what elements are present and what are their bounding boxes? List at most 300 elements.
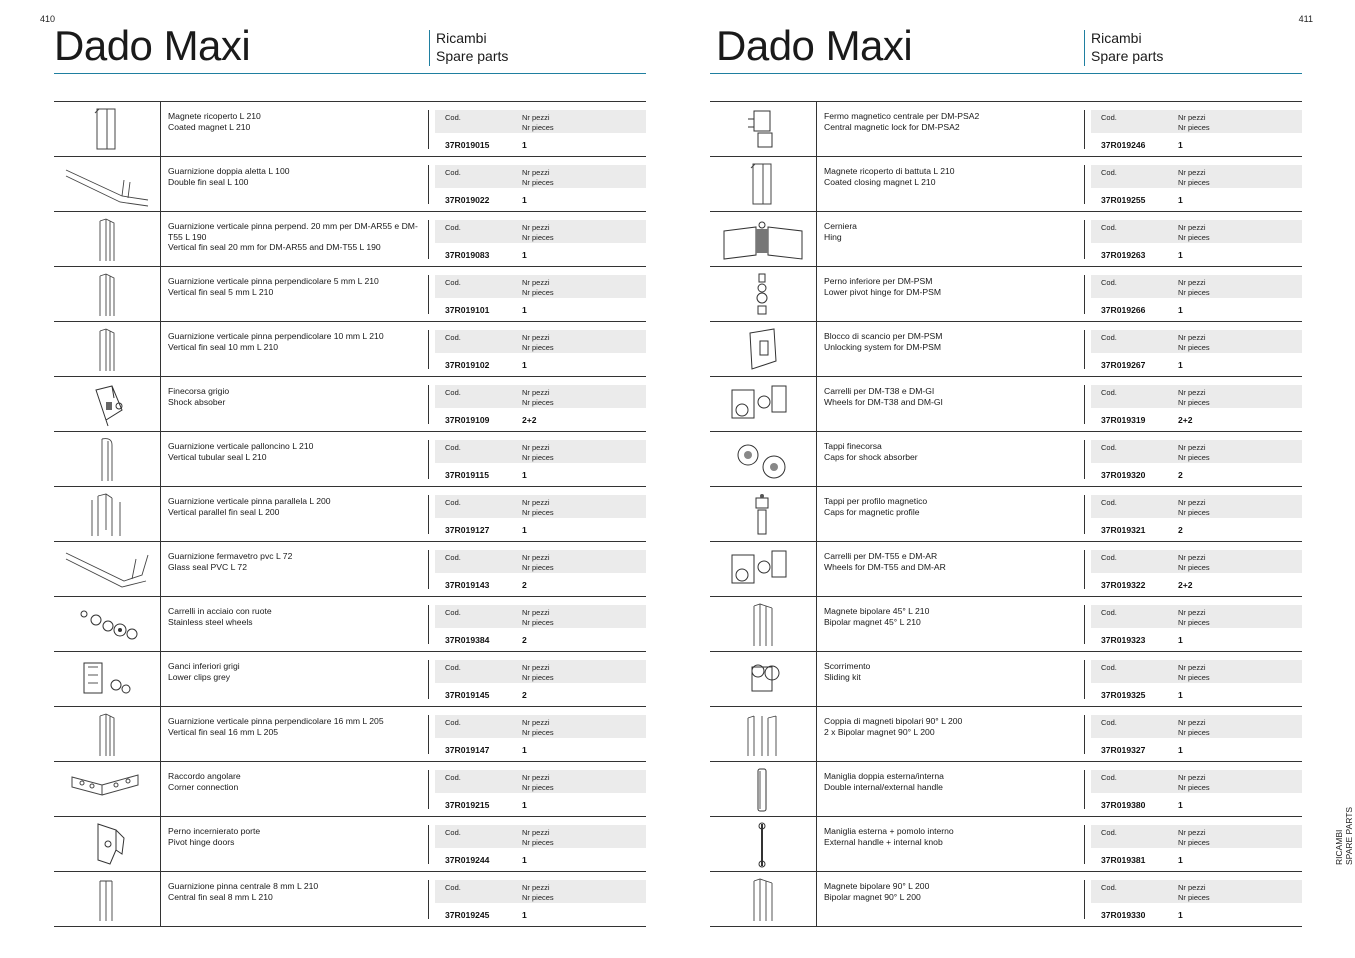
double-handle-icon [718, 765, 808, 813]
part-quantity: 1 [522, 195, 527, 205]
part-code: 37R019109 [445, 415, 490, 425]
part-quantity: 1 [522, 910, 527, 920]
column-divider [428, 550, 429, 589]
nr-pieces-label: Nr pieces [522, 232, 554, 242]
code-header [435, 495, 646, 518]
code-header [1091, 715, 1302, 738]
nr-pezzi-label: Nr pezzi [1178, 718, 1206, 727]
quantity-label [1178, 718, 1210, 737]
column-divider [428, 495, 429, 534]
part-description [168, 826, 424, 847]
part-code: 37R019323 [1101, 635, 1146, 645]
part-description [824, 331, 1080, 352]
nr-pieces-label: Nr pieces [1178, 177, 1210, 187]
quantity-label [522, 553, 554, 572]
nr-pieces-label: Nr pieces [522, 122, 554, 132]
quantity-label [1178, 388, 1210, 407]
nr-pezzi-label: Nr pezzi [522, 883, 550, 892]
quantity-label [1178, 663, 1210, 682]
part-image [710, 102, 817, 156]
part-row [710, 157, 1302, 212]
code-header [1091, 440, 1302, 463]
cod-label: Cod. [1101, 828, 1117, 837]
quantity-label [522, 223, 554, 242]
code-header [435, 220, 646, 243]
code-header [435, 110, 646, 133]
part-name-it: Guarnizione verticale pinna perpendicolare 10 mm L 210 [168, 331, 384, 341]
part-description [168, 661, 424, 682]
column-divider [428, 715, 429, 754]
part-row [710, 377, 1302, 432]
part-row [54, 267, 646, 322]
column-divider [1084, 880, 1085, 919]
cod-label: Cod. [1101, 333, 1117, 342]
part-quantity: 2 [1178, 525, 1183, 535]
part-description [168, 331, 424, 352]
part-image [710, 542, 817, 596]
column-divider [1084, 770, 1085, 809]
part-name-en: Unlocking system for DM-PSM [824, 341, 941, 352]
part-row [54, 542, 646, 597]
quantity-label [1178, 828, 1210, 847]
part-quantity: 1 [1178, 140, 1183, 150]
nr-pezzi-label: Nr pezzi [522, 553, 550, 562]
lower-clips-icon [62, 655, 152, 703]
side-tab [1330, 805, 1355, 875]
part-row [710, 817, 1302, 872]
code-header [435, 275, 646, 298]
cod-label: Cod. [1101, 773, 1117, 782]
part-quantity: 1 [1178, 635, 1183, 645]
part-name-en: Central magnetic lock for DM-PSA2 [824, 121, 960, 132]
part-name-en: Caps for shock absorber [824, 451, 918, 462]
nr-pezzi-label: Nr pezzi [1178, 883, 1206, 892]
cod-label: Cod. [445, 828, 461, 837]
part-image [54, 597, 161, 651]
vertical-fin-seal-icon [62, 710, 152, 758]
handle-knob-icon [718, 820, 808, 868]
vertical-fin-seal-icon [62, 270, 152, 318]
bipolar-magnet-icon [718, 875, 808, 923]
page-number-right: 411 [1298, 14, 1313, 24]
part-name-en: Double internal/external handle [824, 781, 943, 792]
side-tab-label-en: SPARE PARTS [1344, 806, 1354, 865]
code-header [1091, 275, 1302, 298]
nr-pezzi-label: Nr pezzi [522, 168, 550, 177]
part-row [710, 762, 1302, 817]
part-name-it: Blocco di scancio per DM-PSM [824, 331, 943, 341]
nr-pieces-label: Nr pieces [522, 397, 554, 407]
code-header [1091, 385, 1302, 408]
nr-pieces-label: Nr pieces [522, 287, 554, 297]
part-row [54, 707, 646, 762]
quantity-label [522, 388, 554, 407]
nr-pezzi-label: Nr pezzi [1178, 278, 1206, 287]
part-name-it: Maniglia doppia esterna/interna [824, 771, 944, 781]
code-header [1091, 110, 1302, 133]
part-quantity: 1 [522, 140, 527, 150]
nr-pieces-label: Nr pieces [1178, 727, 1210, 737]
part-name-en: Vertical fin seal 16 mm L 205 [168, 726, 279, 737]
part-description [168, 496, 424, 517]
column-divider [1084, 550, 1085, 589]
caps-icon [718, 435, 808, 483]
part-quantity: 1 [1178, 800, 1183, 810]
part-quantity: 1 [522, 305, 527, 315]
cod-label: Cod. [445, 388, 461, 397]
part-description [168, 881, 424, 902]
central-fin-seal-icon [62, 875, 152, 923]
part-code: 37R019320 [1101, 470, 1146, 480]
cod-label: Cod. [445, 278, 461, 287]
cod-label: Cod. [1101, 443, 1117, 452]
nr-pezzi-label: Nr pezzi [522, 278, 550, 287]
quantity-label [522, 773, 554, 792]
part-name-en: Vertical fin seal 20 mm for DM-AR55 and DM-T55 L 190 [168, 242, 381, 252]
nr-pieces-label: Nr pieces [1178, 507, 1210, 517]
part-description [824, 221, 1080, 242]
part-quantity: 1 [522, 855, 527, 865]
nr-pieces-label: Nr pieces [522, 342, 554, 352]
part-description [168, 716, 424, 737]
part-row [54, 817, 646, 872]
cod-label: Cod. [445, 663, 461, 672]
code-header [1091, 330, 1302, 353]
code-header [435, 715, 646, 738]
part-quantity: 2+2 [1178, 415, 1193, 425]
part-name-en: Glass seal PVC L 72 [168, 561, 247, 572]
part-row [54, 432, 646, 487]
quantity-label [1178, 773, 1210, 792]
quantity-label [522, 498, 554, 517]
column-divider [1084, 330, 1085, 369]
part-image [54, 872, 161, 926]
column-divider [428, 165, 429, 204]
part-quantity: 1 [1178, 250, 1183, 260]
part-row [54, 652, 646, 707]
part-description [824, 551, 1080, 572]
part-code: 37R019381 [1101, 855, 1146, 865]
column-divider [1084, 660, 1085, 699]
part-image [54, 817, 161, 871]
code-header [1091, 770, 1302, 793]
part-name-en: Vertical fin seal 5 mm L 210 [168, 286, 274, 297]
nr-pieces-label: Nr pieces [522, 507, 554, 517]
part-quantity: 2 [522, 635, 527, 645]
part-quantity: 1 [1178, 195, 1183, 205]
cod-label: Cod. [1101, 663, 1117, 672]
part-row [710, 432, 1302, 487]
part-name-it: Tappi per profilo magnetico [824, 496, 928, 506]
code-header [1091, 605, 1302, 628]
page-title: Dado Maxi [54, 22, 251, 69]
nr-pieces-label: Nr pieces [1178, 397, 1210, 407]
nr-pieces-label: Nr pieces [1178, 562, 1210, 572]
code-header [435, 660, 646, 683]
part-row [710, 267, 1302, 322]
part-description [824, 111, 1080, 132]
quantity-label [522, 608, 554, 627]
part-row [710, 652, 1302, 707]
part-description [168, 276, 424, 297]
pivot-pin-icon [718, 270, 808, 318]
part-name-it: Carrelli per DM-T55 e DM-AR [824, 551, 938, 561]
part-description [824, 606, 1080, 627]
part-name-it: Fermo magnetico centrale per DM-PSA2 [824, 111, 980, 121]
section-label-it: Ricambi [436, 30, 487, 46]
part-image [54, 707, 161, 761]
part-name-it: Magnete bipolare 45° L 210 [824, 606, 930, 616]
part-description [824, 771, 1080, 792]
part-code: 37R019267 [1101, 360, 1146, 370]
part-name-en: Pivot hinge doors [168, 836, 235, 847]
quantity-label [1178, 498, 1210, 517]
vertical-fin-seal-icon [62, 215, 152, 263]
part-quantity: 1 [1178, 305, 1183, 315]
part-row [54, 762, 646, 817]
part-description [168, 606, 424, 627]
part-quantity: 1 [1178, 360, 1183, 370]
cod-label: Cod. [445, 608, 461, 617]
page-number-left: 410 [40, 14, 56, 24]
nr-pieces-label: Nr pieces [522, 727, 554, 737]
nr-pezzi-label: Nr pezzi [1178, 498, 1206, 507]
part-name-en: Stainless steel wheels [168, 616, 253, 627]
column-divider [428, 825, 429, 864]
part-code: 37R019327 [1101, 745, 1146, 755]
column-divider [1084, 825, 1085, 864]
nr-pezzi-label: Nr pezzi [1178, 388, 1206, 397]
part-quantity: 1 [522, 250, 527, 260]
quantity-label [1178, 168, 1210, 187]
part-row [710, 322, 1302, 377]
code-header [435, 770, 646, 793]
tubular-seal-icon [62, 435, 152, 483]
part-code: 37R019215 [445, 800, 490, 810]
column-divider [1084, 605, 1085, 644]
nr-pieces-label: Nr pieces [522, 562, 554, 572]
nr-pieces-label: Nr pieces [1178, 232, 1210, 242]
nr-pieces-label: Nr pieces [522, 672, 554, 682]
part-image [54, 322, 161, 376]
part-code: 37R019015 [445, 140, 490, 150]
nr-pezzi-label: Nr pezzi [522, 388, 550, 397]
nr-pieces-label: Nr pieces [522, 782, 554, 792]
part-code: 37R019384 [445, 635, 490, 645]
part-image [54, 267, 161, 321]
part-row [54, 322, 646, 377]
part-description [824, 661, 1080, 682]
part-name-it: Carrelli per DM-T38 e DM-GI [824, 386, 935, 396]
nr-pezzi-label: Nr pezzi [1178, 168, 1206, 177]
quantity-label [522, 113, 554, 132]
part-name-en: Lower pivot hinge for DM-PSM [824, 286, 942, 297]
part-row [710, 872, 1302, 927]
part-code: 37R019115 [445, 470, 489, 480]
part-code: 37R019102 [445, 360, 490, 370]
part-description [824, 386, 1080, 407]
section-label [1084, 30, 1163, 66]
part-image [710, 652, 817, 706]
nr-pezzi-label: Nr pezzi [522, 443, 550, 452]
part-name-en: Corner connection [168, 781, 239, 792]
pivot-hinge-icon [62, 820, 152, 868]
part-code: 37R019145 [445, 690, 490, 700]
part-name-it: Perno inferiore per DM-PSM [824, 276, 933, 286]
column-divider [1084, 275, 1085, 314]
part-code: 37R019083 [445, 250, 490, 260]
part-quantity: 2+2 [1178, 580, 1193, 590]
part-description [824, 716, 1080, 737]
part-description [824, 496, 1080, 517]
part-description [168, 771, 424, 792]
column-divider [428, 880, 429, 919]
column-divider [428, 330, 429, 369]
part-name-en: Double fin seal L 100 [168, 176, 249, 187]
section-label-it: Ricambi [1091, 30, 1142, 46]
part-name-it: Magnete ricoperto L 210 [168, 111, 261, 121]
nr-pieces-label: Nr pieces [522, 177, 554, 187]
column-divider [428, 440, 429, 479]
cod-label: Cod. [1101, 608, 1117, 617]
quantity-label [522, 168, 554, 187]
parts-table [54, 101, 646, 927]
part-code: 37R019263 [1101, 250, 1146, 260]
part-image [710, 377, 817, 431]
part-name-en: External handle + internal knob [824, 836, 943, 847]
corner-connection-icon [62, 765, 152, 813]
nr-pieces-label: Nr pieces [1178, 837, 1210, 847]
nr-pezzi-label: Nr pezzi [1178, 663, 1206, 672]
part-name-en: Bipolar magnet 90° L 200 [824, 891, 921, 902]
nr-pezzi-label: Nr pezzi [522, 498, 550, 507]
part-name-it: Tappi finecorsa [824, 441, 882, 451]
part-quantity: 1 [1178, 690, 1183, 700]
code-header [435, 385, 646, 408]
part-name-en: Central fin seal 8 mm L 210 [168, 891, 273, 902]
glass-seal-icon [62, 545, 152, 593]
part-code: 37R019325 [1101, 690, 1146, 700]
code-header [1091, 880, 1302, 903]
part-name-en: Caps for magnetic profile [824, 506, 920, 517]
nr-pieces-label: Nr pieces [522, 452, 554, 462]
magnetic-lock-icon [718, 105, 808, 153]
cod-label: Cod. [445, 223, 461, 232]
part-image [710, 872, 817, 926]
vertical-fin-seal-icon [62, 325, 152, 373]
nr-pezzi-label: Nr pezzi [522, 223, 550, 232]
part-name-it: Guarnizione fermavetro pvc L 72 [168, 551, 293, 561]
nr-pezzi-label: Nr pezzi [522, 608, 550, 617]
part-description [168, 221, 424, 253]
code-header [435, 825, 646, 848]
column-divider [1084, 385, 1085, 424]
part-quantity: 1 [522, 745, 527, 755]
part-description [824, 166, 1080, 187]
column-divider [428, 275, 429, 314]
part-image [54, 102, 161, 156]
column-divider [428, 660, 429, 699]
cod-label: Cod. [1101, 113, 1117, 122]
part-row [710, 707, 1302, 762]
quantity-label [1178, 553, 1210, 572]
part-name-en: Vertical tubular seal L 210 [168, 451, 267, 462]
column-divider [1084, 110, 1085, 149]
code-header [435, 330, 646, 353]
part-description [824, 441, 1080, 462]
cod-label: Cod. [445, 168, 461, 177]
nr-pezzi-label: Nr pezzi [1178, 223, 1206, 232]
code-header [1091, 660, 1302, 683]
part-quantity: 2 [1178, 470, 1183, 480]
nr-pezzi-label: Nr pezzi [522, 333, 550, 342]
part-name-en: Wheels for DM-T55 and DM-AR [824, 561, 946, 572]
section-label-en: Spare parts [1091, 48, 1164, 64]
nr-pezzi-label: Nr pezzi [1178, 828, 1206, 837]
parts-table [710, 101, 1302, 927]
part-row [54, 377, 646, 432]
part-image [710, 432, 817, 486]
quantity-label [1178, 883, 1210, 902]
part-code: 37R019319 [1101, 415, 1146, 425]
quantity-label [1178, 333, 1210, 352]
profile-caps-icon [718, 490, 808, 538]
nr-pezzi-label: Nr pezzi [1178, 553, 1206, 562]
quantity-label [1178, 443, 1210, 462]
part-image [54, 212, 161, 266]
part-quantity: 1 [522, 470, 527, 480]
part-name-en: Sliding kit [824, 671, 861, 682]
part-quantity: 1 [522, 800, 527, 810]
nr-pezzi-label: Nr pezzi [1178, 443, 1206, 452]
part-quantity: 1 [522, 360, 527, 370]
code-header [1091, 495, 1302, 518]
part-code: 37R019321 [1101, 525, 1146, 535]
nr-pieces-label: Nr pieces [1178, 892, 1210, 902]
steel-wheels-icon [62, 600, 152, 648]
part-quantity: 2 [522, 580, 527, 590]
part-image [710, 157, 817, 211]
cod-label: Cod. [1101, 168, 1117, 177]
code-header [1091, 550, 1302, 573]
part-description [168, 441, 424, 462]
nr-pezzi-label: Nr pezzi [1178, 773, 1206, 782]
part-row [710, 487, 1302, 542]
part-image [54, 542, 161, 596]
code-header [435, 550, 646, 573]
cod-label: Cod. [1101, 718, 1117, 727]
part-row [54, 157, 646, 212]
code-header [1091, 220, 1302, 243]
hinge-icon [718, 215, 808, 263]
column-divider [428, 220, 429, 259]
part-name-it: Finecorsa grigio [168, 386, 230, 396]
part-code: 37R019246 [1101, 140, 1146, 150]
part-row [54, 102, 646, 157]
part-description [168, 111, 424, 132]
part-row [54, 487, 646, 542]
nr-pieces-label: Nr pieces [1178, 122, 1210, 132]
cod-label: Cod. [445, 883, 461, 892]
nr-pieces-label: Nr pieces [1178, 672, 1210, 682]
part-name-en: Lower clips grey [168, 671, 231, 682]
part-name-en: Coated magnet L 210 [168, 121, 251, 132]
quantity-label [1178, 278, 1210, 297]
part-image [710, 762, 817, 816]
part-name-it: Cerniera [824, 221, 857, 231]
part-name-it: Raccordo angolare [168, 771, 241, 781]
part-image [54, 432, 161, 486]
